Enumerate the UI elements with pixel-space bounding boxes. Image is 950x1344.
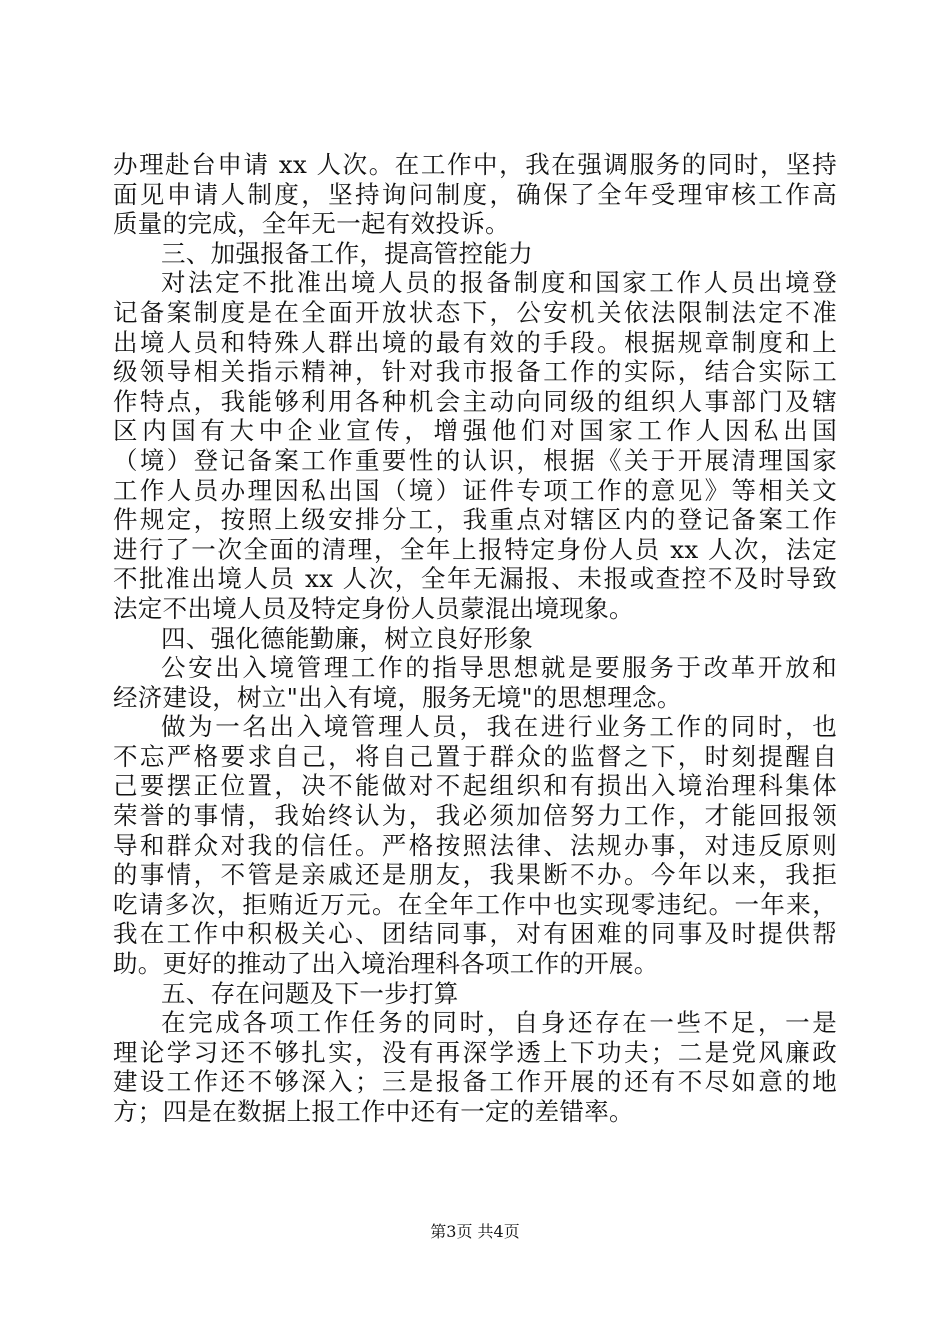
page-footer: 第3页 共4页 [430,1222,520,1241]
text-line: 建设工作还不够深入；三是报备工作开展的还有不尽如意的地 [113,1067,837,1097]
document-body [113,150,837,1127]
text-line: 助。更好的推动了出入境治理科各项工作的开展。 [113,949,659,979]
text-line: 对法定不批准出境人员的报备制度和国家工作人员出境登 [161,268,837,298]
text-line: （境）登记备案工作重要性的认识，根据《关于开展清理国家 [113,445,837,475]
text-line: 理论学习还不够扎实，没有再深学透上下功夫；二是党风廉政 [113,1037,837,1067]
text-line: 面见申请人制度，坚持询问制度，确保了全年受理审核工作高 [113,179,837,209]
text-line: 己要摆正位置，决不能做对不起组织和有损出入境治理科集体 [113,771,837,801]
text-line: 经济建设，树立"出入有境，服务无境"的思想理念。 [113,682,682,712]
text-line: 出境人员和特殊人群出境的最有效的手段。根据规章制度和上 [113,327,837,357]
section-heading: 三、加强报备工作，提高管控能力 [161,238,533,268]
text-line: 级领导相关指示精神，针对我市报备工作的实际，结合实际工 [113,357,837,387]
text-line: 不忘严格要求自己，将自己置于群众的监督之下，时刻提醒自 [113,741,837,771]
text-line: 导和群众对我的信任。严格按照法律、法规办事，对违反原则 [113,830,837,860]
text-line: 的事情，不管是亲戚还是朋友，我果断不办。今年以来，我拒 [113,860,837,890]
text-line: 吃请多次，拒贿近万元。在全年工作中也实现零违纪。一年来， [113,889,837,919]
text-line: 记备案制度是在全面开放状态下，公安机关依法限制法定不准 [113,297,837,327]
text-line: 方；四是在数据上报工作中还有一定的差错率。 [113,1097,634,1126]
text-line: 质量的完成，全年无一起有效投诉。 [113,209,510,239]
section-heading: 五、存在问题及下一步打算 [161,978,459,1008]
text-line: 进行了一次全面的清理，全年上报特定身份人员 xx 人次，法定 [113,534,837,564]
text-line: 办理赴台申请 xx 人次。在工作中，我在强调服务的同时，坚持 [113,150,837,179]
text-line: 我在工作中积极关心、团结同事，对有困难的同事及时提供帮 [113,919,837,949]
section-heading: 四、强化德能勤廉，树立良好形象 [161,623,533,653]
text-line: 件规定，按照上级安排分工，我重点对辖区内的登记备案工作 [113,505,837,535]
text-line: 在完成各项工作任务的同时，自身还存在一些不足，一是 [161,1008,837,1038]
text-line: 公安出入境管理工作的指导思想就是要服务于改革开放和 [161,653,837,683]
text-line: 荣誉的事情，我始终认为，我必须加倍努力工作，才能回报领 [113,801,837,831]
text-line: 做为一名出入境管理人员，我在进行业务工作的同时，也 [161,712,837,742]
text-line: 作特点，我能够利用各种机会主动向同级的组织人事部门及辖 [113,386,837,416]
text-line: 工作人员办理因私出国（境）证件专项工作的意见》等相关文 [113,475,837,505]
text-line: 法定不出境人员及特定身份人员蒙混出境现象。 [113,593,634,623]
text-line: 区内国有大中企业宣传，增强他们对国家工作人因私出国 [113,416,837,446]
text-line: 不批准出境人员 xx 人次，全年无漏报、未报或查控不及时导致 [113,564,837,594]
